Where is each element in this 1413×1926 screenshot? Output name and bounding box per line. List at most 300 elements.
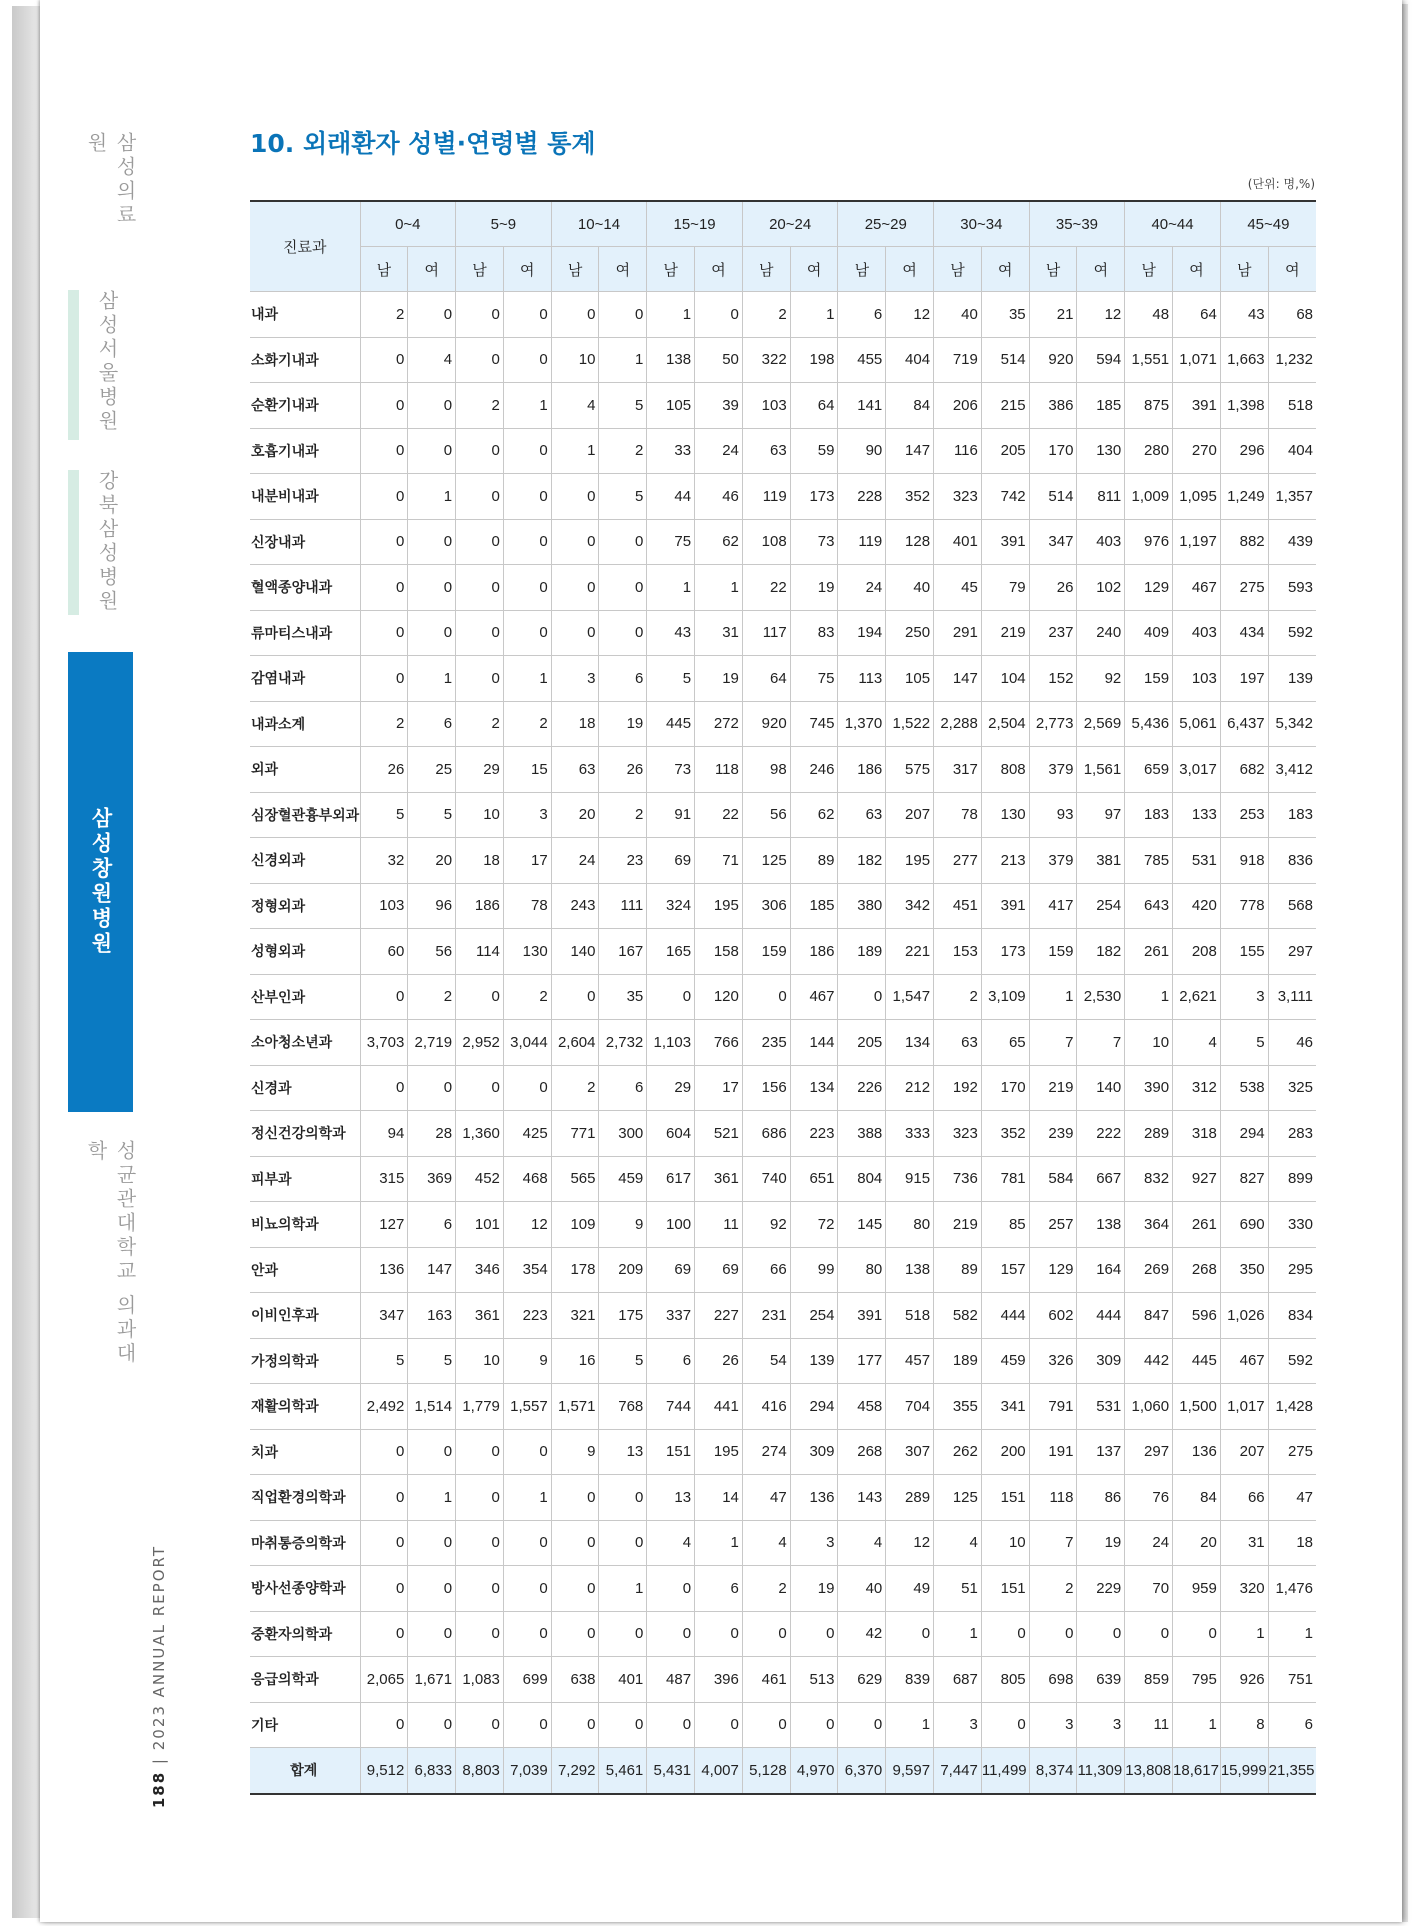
- table-cell: 1,428: [1268, 1384, 1316, 1430]
- table-cell: 130: [981, 792, 1029, 838]
- table-cell: 0: [551, 519, 599, 565]
- table-cell: 9: [503, 1338, 551, 1384]
- table-cell: 0: [838, 974, 886, 1020]
- table-cell: 386: [1029, 383, 1077, 429]
- table-cell: 93: [1029, 792, 1077, 838]
- table-row: [250, 792, 1316, 838]
- table-cell: 0: [456, 1566, 504, 1612]
- table-cell: 11: [1125, 1702, 1173, 1748]
- header-sex-female: 여: [981, 247, 1029, 292]
- header-sex-male: 남: [742, 247, 790, 292]
- table-cell: 261: [1173, 1202, 1221, 1248]
- table-cell: 0: [456, 428, 504, 474]
- table-cell: 391: [981, 883, 1029, 929]
- table-row: [250, 1293, 1316, 1339]
- table-cell: 1,370: [838, 701, 886, 747]
- table-cell: 0: [408, 1566, 456, 1612]
- table-cell: 330: [1268, 1202, 1316, 1248]
- table-cell: 565: [551, 1156, 599, 1202]
- table-cell: 2,530: [1077, 974, 1125, 1020]
- table-cell: 270: [1173, 428, 1221, 474]
- table-cell: 102: [1077, 565, 1125, 611]
- table-cell: 457: [886, 1338, 934, 1384]
- table-cell: 323: [934, 1111, 982, 1157]
- table-cell: 219: [1029, 1065, 1077, 1111]
- table-cell: 198: [790, 337, 838, 383]
- sidebar-tab-2[interactable]: [68, 470, 126, 615]
- table-cell: 805: [981, 1657, 1029, 1703]
- table-cell: 243: [551, 883, 599, 929]
- sidebar-tab-label: 삼성서울병원: [95, 290, 119, 434]
- table-cell: 355: [934, 1384, 982, 1430]
- table-cell: 315: [360, 1156, 408, 1202]
- table-cell: 35: [981, 292, 1029, 338]
- table-cell: 2: [1029, 1566, 1077, 1612]
- table-cell: 103: [742, 383, 790, 429]
- table-cell: 309: [1077, 1338, 1125, 1384]
- table-cell: 8,374: [1029, 1748, 1077, 1794]
- table-cell: 7: [1029, 1020, 1077, 1066]
- table-cell: 104: [981, 656, 1029, 702]
- header-sex-female: 여: [1077, 247, 1125, 292]
- table-cell: 369: [408, 1156, 456, 1202]
- table-cell: 91: [647, 792, 695, 838]
- dept-name: 순환기내과: [250, 383, 360, 429]
- table-cell: 7: [1077, 1020, 1125, 1066]
- header-sex-male: 남: [1220, 247, 1268, 292]
- table-cell: 56: [408, 929, 456, 975]
- table-cell: 6,370: [838, 1748, 886, 1794]
- table-cell: 191: [1029, 1429, 1077, 1475]
- table-cell: 0: [360, 1065, 408, 1111]
- table-row: [250, 1520, 1316, 1566]
- table-cell: 0: [503, 292, 551, 338]
- table-row: [250, 1156, 1316, 1202]
- table-cell: 14: [695, 1475, 743, 1521]
- table-cell: 254: [790, 1293, 838, 1339]
- table-cell: 5: [599, 383, 647, 429]
- table-cell: 60: [360, 929, 408, 975]
- table-cell: 0: [599, 1702, 647, 1748]
- table-cell: 29: [456, 747, 504, 793]
- table-cell: 22: [742, 565, 790, 611]
- table-cell: 6: [408, 701, 456, 747]
- table-cell: 46: [1268, 1020, 1316, 1066]
- header-row-sex: [250, 247, 1316, 292]
- table-cell: 441: [695, 1384, 743, 1430]
- table-cell: 875: [1125, 383, 1173, 429]
- table-cell: 54: [742, 1338, 790, 1384]
- table-cell: 926: [1220, 1657, 1268, 1703]
- table-cell: 452: [456, 1156, 504, 1202]
- table-cell: 18,617: [1173, 1748, 1221, 1794]
- table-cell: 6: [408, 1202, 456, 1248]
- table-cell: 113: [838, 656, 886, 702]
- table-cell: 575: [886, 747, 934, 793]
- table-row: [250, 1429, 1316, 1475]
- table-cell: 206: [934, 383, 982, 429]
- table-cell: 43: [1220, 292, 1268, 338]
- table-cell: 4: [742, 1520, 790, 1566]
- table-cell: 0: [456, 610, 504, 656]
- table-cell: 147: [934, 656, 982, 702]
- table-cell: 195: [695, 883, 743, 929]
- table-cell: 643: [1125, 883, 1173, 929]
- table-cell: 62: [695, 519, 743, 565]
- table-cell: 1,779: [456, 1384, 504, 1430]
- table-cell: 24: [551, 838, 599, 884]
- table-cell: 0: [503, 519, 551, 565]
- table-cell: 100: [647, 1202, 695, 1248]
- table-cell: 401: [934, 519, 982, 565]
- table-cell: 13,808: [1125, 1748, 1173, 1794]
- table-cell: 269: [1125, 1247, 1173, 1293]
- header-age-group: 20~24: [742, 201, 838, 247]
- table-cell: 736: [934, 1156, 982, 1202]
- table-cell: 2: [742, 1566, 790, 1612]
- table-cell: 0: [551, 1702, 599, 1748]
- sidebar-tab-4[interactable]: [68, 1140, 137, 1390]
- table-cell: 31: [695, 610, 743, 656]
- table-cell: 836: [1268, 838, 1316, 884]
- table-cell: 136: [1173, 1429, 1221, 1475]
- table-cell: 8: [1220, 1702, 1268, 1748]
- page-title: 10. 외래환자 성별·연령별 통계: [250, 129, 596, 158]
- table-cell: 0: [981, 1611, 1029, 1657]
- table-cell: 3,017: [1173, 747, 1221, 793]
- table-cell: 89: [934, 1247, 982, 1293]
- table-cell: 531: [1077, 1384, 1125, 1430]
- table-cell: 0: [408, 565, 456, 611]
- table-cell: 2,773: [1029, 701, 1077, 747]
- table-cell: 596: [1173, 1293, 1221, 1339]
- header-age-group: 35~39: [1029, 201, 1125, 247]
- table-cell: 1,547: [886, 974, 934, 1020]
- table-cell: 687: [934, 1657, 982, 1703]
- table-cell: 467: [1220, 1338, 1268, 1384]
- table-cell: 208: [1173, 929, 1221, 975]
- table-cell: 140: [551, 929, 599, 975]
- table-cell: 127: [360, 1202, 408, 1248]
- table-cell: 48: [1125, 292, 1173, 338]
- table-cell: 212: [886, 1065, 934, 1111]
- table-cell: 11,309: [1077, 1748, 1125, 1794]
- table-cell: 49: [886, 1566, 934, 1612]
- table-cell: 167: [599, 929, 647, 975]
- table-row: [250, 929, 1316, 975]
- table-cell: 0: [456, 337, 504, 383]
- table-cell: 108: [742, 519, 790, 565]
- table-cell: 185: [790, 883, 838, 929]
- table-cell: 785: [1125, 838, 1173, 884]
- table-cell: 45: [934, 565, 982, 611]
- table-cell: 455: [838, 337, 886, 383]
- table-cell: 4: [1173, 1020, 1221, 1066]
- sidebar-tab-3[interactable]: [68, 652, 133, 1112]
- table-cell: 71: [695, 838, 743, 884]
- table-cell: 139: [790, 1338, 838, 1384]
- table-cell: 221: [886, 929, 934, 975]
- table-cell: 92: [1077, 656, 1125, 702]
- sidebar-tab-1[interactable]: [68, 290, 126, 440]
- table-cell: 0: [1173, 1611, 1221, 1657]
- table-cell: 388: [838, 1111, 886, 1157]
- table-cell: 23: [599, 838, 647, 884]
- table-cell: 0: [408, 1065, 456, 1111]
- table-cell: 16: [551, 1338, 599, 1384]
- table-cell: 12: [1077, 292, 1125, 338]
- table-cell: 257: [1029, 1202, 1077, 1248]
- table-cell: 0: [360, 656, 408, 702]
- table-cell: 3: [934, 1702, 982, 1748]
- table-cell: 1,103: [647, 1020, 695, 1066]
- table-cell: 604: [647, 1111, 695, 1157]
- table-cell: 223: [503, 1293, 551, 1339]
- dept-name: 안과: [250, 1247, 360, 1293]
- table-row: [250, 1384, 1316, 1430]
- table-cell: 96: [408, 883, 456, 929]
- table-cell: 0: [886, 1611, 934, 1657]
- table-cell: 0: [1125, 1611, 1173, 1657]
- table-cell: 0: [742, 1611, 790, 1657]
- table-cell: 222: [1077, 1111, 1125, 1157]
- table-row: [250, 883, 1316, 929]
- header-age-group: 40~44: [1125, 201, 1221, 247]
- table-row: [250, 337, 1316, 383]
- table-cell: 0: [503, 474, 551, 520]
- table-cell: 771: [551, 1111, 599, 1157]
- table-cell: 2: [742, 292, 790, 338]
- table-cell: 420: [1173, 883, 1221, 929]
- table-cell: 5: [360, 792, 408, 838]
- table-cell: 439: [1268, 519, 1316, 565]
- table-cell: 1,197: [1173, 519, 1221, 565]
- table-cell: 62: [790, 792, 838, 838]
- table-cell: 175: [599, 1293, 647, 1339]
- table-cell: 42: [838, 1611, 886, 1657]
- table-cell: 40: [934, 292, 982, 338]
- table-cell: 3: [1029, 1702, 1077, 1748]
- table-cell: 185: [1077, 383, 1125, 429]
- table-cell: 9: [599, 1202, 647, 1248]
- dept-name: 정형외과: [250, 883, 360, 929]
- table-row: [250, 974, 1316, 1020]
- table-cell: 417: [1029, 883, 1077, 929]
- table-cell: 6: [599, 1065, 647, 1111]
- dept-name: 내과: [250, 292, 360, 338]
- table-cell: 451: [934, 883, 982, 929]
- table-cell: 17: [695, 1065, 743, 1111]
- table-cell: 0: [599, 292, 647, 338]
- dept-name: 신장내과: [250, 519, 360, 565]
- table-cell: 68: [1268, 292, 1316, 338]
- table-row: [250, 1111, 1316, 1157]
- table-cell: 5,128: [742, 1748, 790, 1794]
- table-cell: 0: [456, 519, 504, 565]
- table-cell: 10: [551, 337, 599, 383]
- table-cell: 592: [1268, 1338, 1316, 1384]
- table-cell: 0: [456, 1475, 504, 1521]
- table-cell: 268: [1173, 1247, 1221, 1293]
- table-cell: 40: [886, 565, 934, 611]
- table-cell: 19: [1077, 1520, 1125, 1566]
- table-cell: 186: [838, 747, 886, 793]
- table-row: [250, 383, 1316, 429]
- table-cell: 0: [551, 1611, 599, 1657]
- sidebar-tab-label: 삼성의료원: [84, 132, 137, 228]
- table-cell: 337: [647, 1293, 695, 1339]
- table-cell: 832: [1125, 1156, 1173, 1202]
- table-cell: 116: [934, 428, 982, 474]
- report-label: 2023 ANNUAL REPORT: [150, 1545, 168, 1751]
- table-cell: 5: [647, 656, 695, 702]
- table-cell: 189: [838, 929, 886, 975]
- table-cell: 300: [599, 1111, 647, 1157]
- table-cell: 9: [551, 1429, 599, 1475]
- table-cell: 152: [1029, 656, 1077, 702]
- header-age-group: 0~4: [360, 201, 456, 247]
- table-cell: 2: [360, 701, 408, 747]
- table-cell: 15,999: [1220, 1748, 1268, 1794]
- table-cell: 403: [1173, 610, 1221, 656]
- table-cell: 0: [408, 519, 456, 565]
- header-age-group: 25~29: [838, 201, 934, 247]
- table-cell: 228: [838, 474, 886, 520]
- table-cell: 2: [503, 974, 551, 1020]
- table-cell: 638: [551, 1657, 599, 1703]
- table-cell: 0: [408, 428, 456, 474]
- table-cell: 2,732: [599, 1020, 647, 1066]
- table-cell: 6: [838, 292, 886, 338]
- table-cell: 1,500: [1173, 1384, 1221, 1430]
- table-cell: 26: [599, 747, 647, 793]
- table-cell: 136: [360, 1247, 408, 1293]
- table-cell: 3,412: [1268, 747, 1316, 793]
- table-cell: 78: [503, 883, 551, 929]
- table-cell: 90: [838, 428, 886, 474]
- table-cell: 10: [456, 1338, 504, 1384]
- table-cell: 2,569: [1077, 701, 1125, 747]
- table-cell: 66: [1220, 1475, 1268, 1521]
- table-cell: 0: [503, 1702, 551, 1748]
- table-cell: 2,504: [981, 701, 1029, 747]
- table-cell: 170: [981, 1065, 1029, 1111]
- table-cell: 235: [742, 1020, 790, 1066]
- header-age-group: 10~14: [551, 201, 647, 247]
- table-cell: 13: [647, 1475, 695, 1521]
- table-cell: 0: [551, 1566, 599, 1612]
- header-sex-female: 여: [886, 247, 934, 292]
- table-cell: 143: [838, 1475, 886, 1521]
- table-cell: 444: [981, 1293, 1029, 1339]
- table-cell: 0: [456, 1611, 504, 1657]
- table-cell: 409: [1125, 610, 1173, 656]
- table-cell: 28: [408, 1111, 456, 1157]
- table-cell: 125: [742, 838, 790, 884]
- table-cell: 182: [1077, 929, 1125, 975]
- table-cell: 518: [1268, 383, 1316, 429]
- table-cell: 22: [695, 792, 743, 838]
- table-cell: 352: [981, 1111, 1029, 1157]
- table-cell: 342: [886, 883, 934, 929]
- table-cell: 250: [886, 610, 934, 656]
- table-cell: 89: [790, 838, 838, 884]
- table-cell: 66: [742, 1247, 790, 1293]
- table-cell: 0: [790, 1611, 838, 1657]
- table-cell: 7,292: [551, 1748, 599, 1794]
- table-cell: 297: [1268, 929, 1316, 975]
- sidebar-tab-0[interactable]: [68, 132, 137, 250]
- table-cell: 6: [695, 1566, 743, 1612]
- dept-name: 중환자의학과: [250, 1611, 360, 1657]
- table-cell: 513: [790, 1657, 838, 1703]
- table-cell: 280: [1125, 428, 1173, 474]
- table-cell: 0: [551, 974, 599, 1020]
- table-row: [250, 1065, 1316, 1111]
- table-cell: 379: [1029, 747, 1077, 793]
- table-cell: 159: [1029, 929, 1077, 975]
- table-cell: 205: [838, 1020, 886, 1066]
- table-cell: 4: [408, 337, 456, 383]
- table-cell: 317: [934, 747, 982, 793]
- dept-name: 심장혈관흉부외과: [250, 792, 360, 838]
- table-cell: 404: [886, 337, 934, 383]
- table-cell: 103: [1173, 656, 1221, 702]
- table-cell: 189: [934, 1338, 982, 1384]
- table-cell: 0: [360, 610, 408, 656]
- table-cell: 391: [981, 519, 1029, 565]
- table-cell: 5,431: [647, 1748, 695, 1794]
- table-cell: 5: [360, 1338, 408, 1384]
- table-cell: 1,663: [1220, 337, 1268, 383]
- table-cell: 5: [1220, 1020, 1268, 1066]
- table-row: [250, 1611, 1316, 1657]
- table-cell: 899: [1268, 1156, 1316, 1202]
- table-cell: 778: [1220, 883, 1268, 929]
- table-cell: 0: [551, 292, 599, 338]
- dept-name: 치과: [250, 1429, 360, 1475]
- table-cell: 33: [647, 428, 695, 474]
- header-sex-female: 여: [599, 247, 647, 292]
- table-cell: 719: [934, 337, 982, 383]
- dept-name: 기타: [250, 1702, 360, 1748]
- table-cell: 0: [360, 428, 408, 474]
- table-cell: 139: [1268, 656, 1316, 702]
- table-cell: 4: [838, 1520, 886, 1566]
- table-cell: 296: [1220, 428, 1268, 474]
- table-cell: 69: [647, 838, 695, 884]
- table-cell: 159: [742, 929, 790, 975]
- table-cell: 294: [1220, 1111, 1268, 1157]
- table-cell: 6: [647, 1338, 695, 1384]
- table-cell: 20: [551, 792, 599, 838]
- table-cell: 976: [1125, 519, 1173, 565]
- table-cell: 2: [456, 701, 504, 747]
- table-cell: 117: [742, 610, 790, 656]
- header-sex-female: 여: [790, 247, 838, 292]
- page-footer: 188 | 2023 ANNUAL REPORT: [150, 1545, 168, 1809]
- table-cell: 84: [886, 383, 934, 429]
- table-cell: 538: [1220, 1065, 1268, 1111]
- table-cell: 347: [360, 1293, 408, 1339]
- table-cell: 10: [456, 792, 504, 838]
- table-cell: 0: [599, 565, 647, 611]
- table-cell: 147: [886, 428, 934, 474]
- table-cell: 740: [742, 1156, 790, 1202]
- table-cell: 209: [599, 1247, 647, 1293]
- table-cell: 1: [647, 292, 695, 338]
- table-cell: 59: [790, 428, 838, 474]
